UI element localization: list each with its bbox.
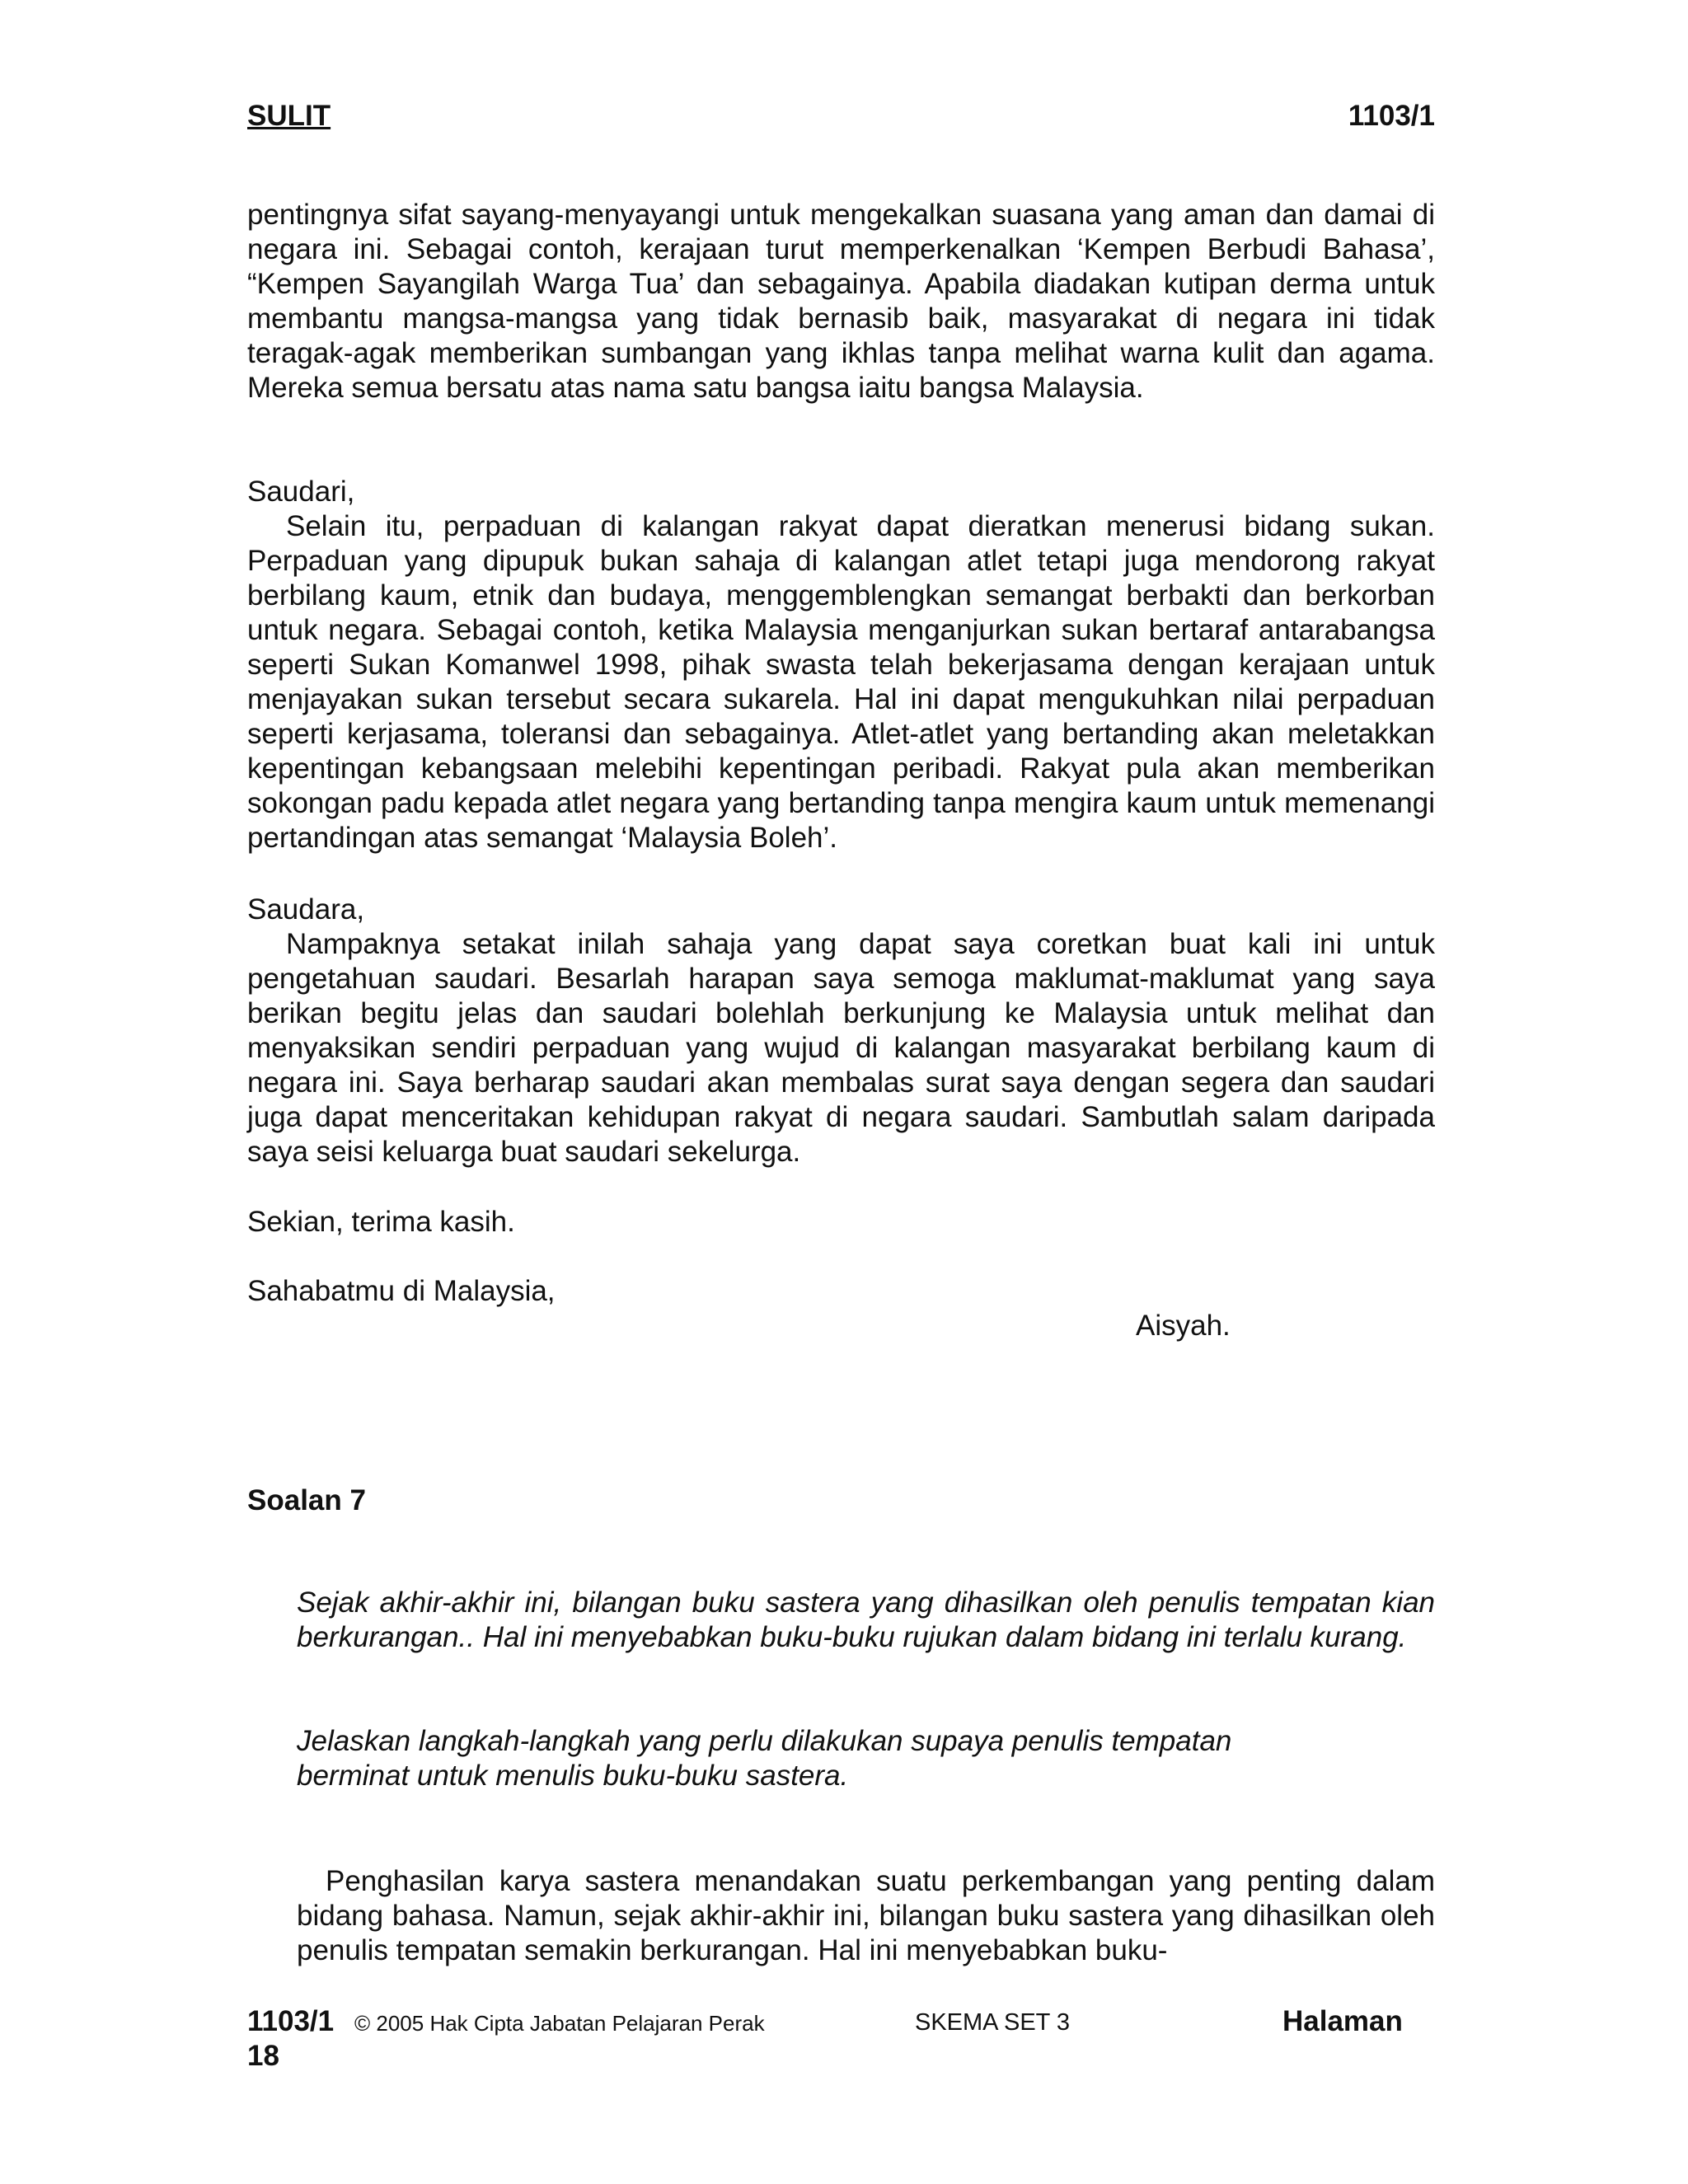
letter-sign-off: Sahabatmu di Malaysia, [247, 1275, 556, 1307]
salutation-saudara: Saudara, [247, 893, 365, 926]
header-classification: SULIT [247, 100, 331, 132]
footer-set-label: SKEMA SET 3 [915, 2009, 1071, 2036]
letter-paragraph-1: pentingnya sifat sayang-menyayangi untuk mengekalkan suasana yang aman dan damai di negara ini. Sebagai contoh, kerajaan turut memperkenalkan ‘Kempen Berbudi Bahasa’, “Kempen Sayangilah Warga Tua’ dan sebagainya. Apabila diadakan kutipan derma untuk membantu mangsa-mangsa yang tidak bernasib baik, masyarakat di negara ini tidak teragak-agak memberikan sumbangan yang ikhlas tanpa melihat warna kulit dan agama. Mereka semua bersatu atas nama satu bangsa iaitu bangsa Malaysia. [247, 199, 1435, 404]
letter-section-saudara [247, 893, 1435, 1169]
question-prompt-1-block [297, 1586, 1435, 1655]
question-prompt-2-line-2: berminat untuk menulis buku-buku sastera. [297, 1760, 849, 1792]
footer-copyright: © 2005 Hak Cipta Jabatan Pelajaran Perak [354, 2011, 765, 2036]
question-prompt-1: Sejak akhir-akhir ini, bilangan buku sastera yang dihasilkan oleh penulis tempatan kian berkurangan.. Hal ini menyebabkan buku-buku rujukan dalam bidang ini terlalu kurang. [297, 1586, 1435, 1653]
question-title: Soalan 7 [247, 1484, 366, 1516]
footer-page-label: Halaman [1282, 2005, 1403, 2037]
letter-section-saudari [247, 475, 1435, 855]
letter-closing: Sekian, terima kasih. [247, 1206, 515, 1238]
answer-paragraph-block [297, 1864, 1435, 1968]
answer-paragraph: Penghasilan karya sastera menandakan suatu perkembangan yang penting dalam bidang bahasa. Namun, sejak akhir-akhir ini, bilangan buku sastera yang dihasilkan oleh penulis tempatan semakin berkurangan. Hal ini menyebabkan buku- [297, 1865, 1435, 1966]
letter-paragraph-2: Selain itu, perpaduan di kalangan rakyat dapat dieratkan menerusi bidang sukan. Perpaduan yang dipupuk bukan sahaja di kalangan atlet tetapi juga mendorong rakyat berbilang kaum, etnik dan budaya, menggemblengkan semangat berbakti dan berkorban untuk negara. Sebagai contoh, ketika Malaysia menganjurkan sukan bertaraf antarabangsa seperti Sukan Komanwel 1998, pihak swasta telah bekerjasama dengan kerajaan untuk menjayakan sukan tersebut secara sukarela. Hal ini dapat mengukuhkan nilai perpaduan seperti kerjasama, toleransi dan sebagainya. Atlet-atlet yang bertanding akan meletakkan kepentingan kebangsaan melebihi kepentingan peribadi. Rakyat pula akan memberikan sokongan padu kepada atlet negara yang bertanding tanpa mengira kaum untuk memenangi pertandingan atas semangat ‘Malaysia Boleh’. [247, 510, 1435, 854]
footer-page-number: 18 [247, 2040, 279, 2072]
salutation-saudari: Saudari, [247, 476, 355, 508]
footer-paper-code: 1103/1 [247, 2005, 335, 2037]
letter-paragraph-1-block [247, 198, 1435, 405]
question-prompt-2-block [297, 1724, 1435, 1793]
question-prompt-2-line-1: Jelaskan langkah-langkah yang perlu dilakukan supaya penulis tempatan [297, 1725, 1232, 1757]
letter-signature: Aisyah. [1136, 1310, 1231, 1342]
letter-paragraph-3: Nampaknya setakat inilah sahaja yang dapat saya coretkan buat kali ini untuk pengetahuan saudari. Besarlah harapan saya semoga maklumat-maklumat yang saya berikan begitu jelas dan saudari bolehlah berkunjung ke Malaysia untuk melihat dan menyaksikan sendiri perpaduan yang wujud di kalangan masyarakat berbilang kaum di negara ini. Saya berharap saudari akan membalas surat saya dengan segera dan saudari juga dapat menceritakan kehidupan rakyat di negara saudari. Sambutlah salam daripada saya seisi keluarga buat saudari sekelurga. [247, 928, 1435, 1168]
header-paper-code: 1103/1 [1348, 100, 1435, 132]
page-footer [247, 2004, 1435, 2079]
